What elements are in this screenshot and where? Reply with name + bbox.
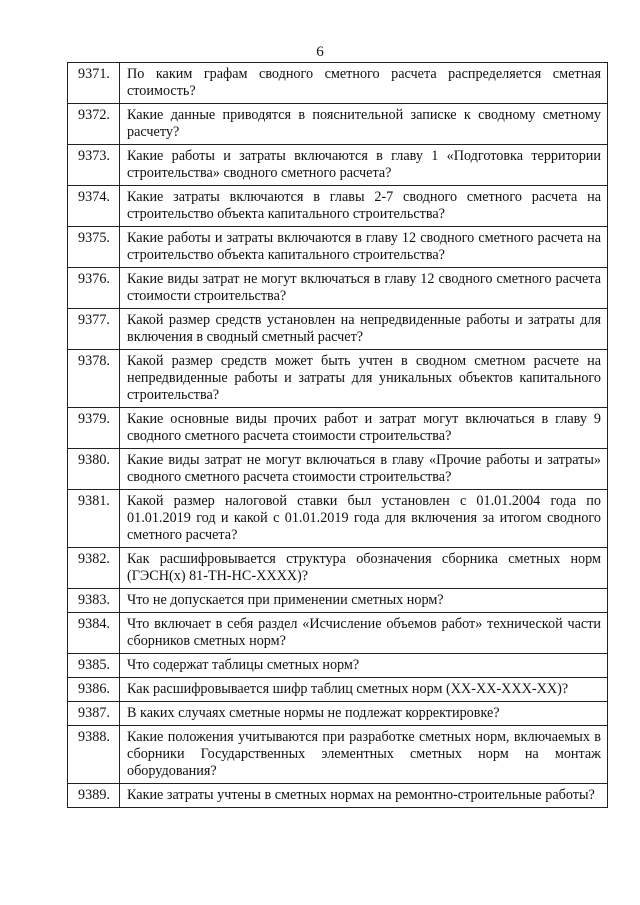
table-row	[68, 227, 608, 268]
question-text: Какие данные приводятся в пояснительной записке к сводному сметному расчету?	[120, 104, 608, 145]
question-text: Какие виды затрат не могут включаться в главу «Прочие работы и затраты» сводного сметного расчета стоимости строительства?	[120, 449, 608, 490]
questions-table	[67, 62, 608, 808]
table-row	[68, 678, 608, 702]
question-number: 9383.	[68, 589, 120, 613]
question-text: В каких случаях сметные нормы не подлежат корректировке?	[120, 702, 608, 726]
table-row	[68, 654, 608, 678]
question-number: 9386.	[68, 678, 120, 702]
table-row	[68, 613, 608, 654]
question-number: 9378.	[68, 350, 120, 408]
question-number: 9379.	[68, 408, 120, 449]
question-text: По каким графам сводного сметного расчета распределяется сметная стоимость?	[120, 63, 608, 104]
question-number: 9372.	[68, 104, 120, 145]
question-number: 9374.	[68, 186, 120, 227]
question-number: 9376.	[68, 268, 120, 309]
question-number: 9375.	[68, 227, 120, 268]
table-row	[68, 145, 608, 186]
table-row	[68, 726, 608, 784]
question-text: Какой размер налоговой ставки был установлен с 01.01.2004 года по 01.01.2019 год и какой с 01.01.2019 года для включения за итогом сводного сметного расчета?	[120, 490, 608, 548]
table-row	[68, 784, 608, 808]
table-row	[68, 449, 608, 490]
question-text: Какой размер средств может быть учтен в сводном сметном расчете на непредвиденные работы и затраты для уникальных объектов капитального строительства?	[120, 350, 608, 408]
table-row	[68, 63, 608, 104]
question-number: 9377.	[68, 309, 120, 350]
table-row	[68, 490, 608, 548]
question-text: Как расшифровывается шифр таблиц сметных норм (ХХ-ХХ-ХХХ-ХХ)?	[120, 678, 608, 702]
table-row	[68, 104, 608, 145]
question-number: 9387.	[68, 702, 120, 726]
table-row	[68, 309, 608, 350]
question-text: Какой размер средств установлен на непредвиденные работы и затраты для включения в сводный сметный расчет?	[120, 309, 608, 350]
question-number: 9388.	[68, 726, 120, 784]
question-text: Какие затраты учтены в сметных нормах на ремонтно-строительные работы?	[120, 784, 608, 808]
table-row	[68, 408, 608, 449]
question-number: 9385.	[68, 654, 120, 678]
table-row	[68, 589, 608, 613]
question-number: 9380.	[68, 449, 120, 490]
question-text: Как расшифровывается структура обозначения сборника сметных норм (ГЭСН(х) 81-ТН-НС-ХХХХ)?	[120, 548, 608, 589]
question-text: Какие виды затрат не могут включаться в главу 12 сводного сметного расчета стоимости строительства?	[120, 268, 608, 309]
question-text: Что содержат таблицы сметных норм?	[120, 654, 608, 678]
question-number: 9389.	[68, 784, 120, 808]
question-number: 9373.	[68, 145, 120, 186]
question-number: 9384.	[68, 613, 120, 654]
question-number: 9381.	[68, 490, 120, 548]
question-text: Что не допускается при применении сметных норм?	[120, 589, 608, 613]
question-text: Какие работы и затраты включаются в главу 12 сводного сметного расчета на строительство объекта капитального строительства?	[120, 227, 608, 268]
table-row	[68, 268, 608, 309]
question-text: Какие работы и затраты включаются в главу 1 «Подготовка территории строительства» сводного сметного расчета?	[120, 145, 608, 186]
table-row	[68, 702, 608, 726]
question-number: 9371.	[68, 63, 120, 104]
table-row	[68, 186, 608, 227]
question-text: Какие затраты включаются в главы 2-7 сводного сметного расчета на строительство объекта капитального строительства?	[120, 186, 608, 227]
question-text: Какие основные виды прочих работ и затрат могут включаться в главу 9 сводного сметного расчета стоимости строительства?	[120, 408, 608, 449]
page-number: 6	[316, 44, 324, 60]
question-number: 9382.	[68, 548, 120, 589]
question-text: Что включает в себя раздел «Исчисление объемов работ» технической части сборников сметных норм?	[120, 613, 608, 654]
table-row	[68, 548, 608, 589]
question-text: Какие положения учитываются при разработке сметных норм, включаемых в сборники Государственных элементных сметных норм на монтаж оборудования?	[120, 726, 608, 784]
table-row	[68, 350, 608, 408]
